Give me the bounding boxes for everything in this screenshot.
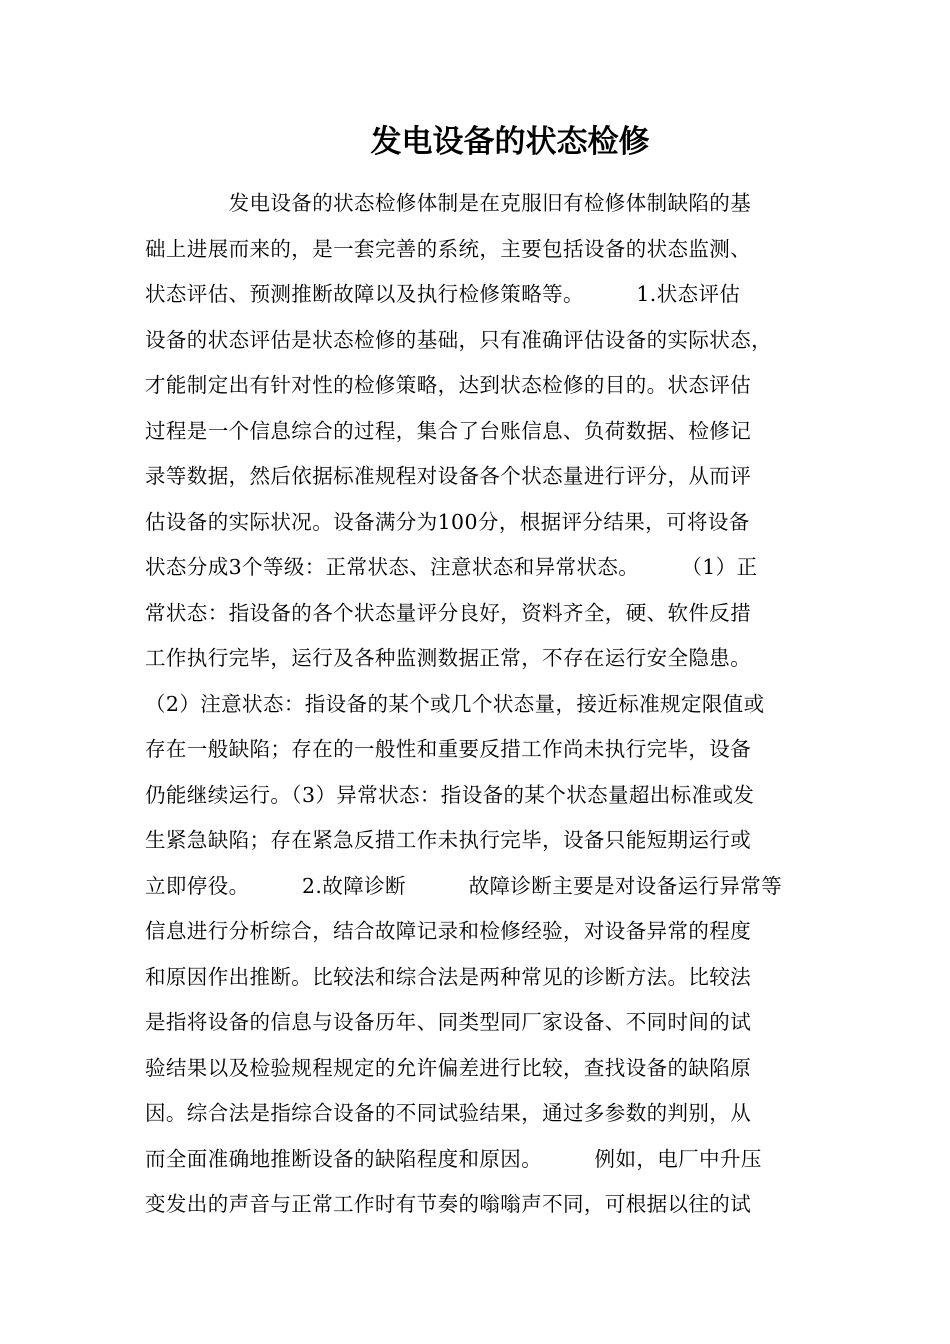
body-line: 而全面准确地推断设备的缺陷程度和原因。 例如，电厂中升压 xyxy=(145,1146,762,1171)
body-line: 础上进展而来的，是一套完善的系统，主要包括设备的状态监测、 xyxy=(145,236,752,261)
body-line: 立即停役。 2.故障诊断 故障诊断主要是对设备运行异常等 xyxy=(145,873,783,898)
body-line: 生紧急缺陷；存在紧急反措工作未执行完毕，设备只能短期运行或 xyxy=(145,828,752,852)
body-line: 发电设备的状态检修体制是在克服旧有检修体制缺陷的基 xyxy=(145,191,752,215)
body-line: 过程是一个信息综合的过程，集合了台账信息、负荷数据、检修记 xyxy=(145,418,752,443)
body-line: 工作执行完毕，运行及各种监测数据正常，不存在运行安全隐患。 xyxy=(145,646,752,670)
body-line: 验结果以及检验规程规定的允许偏差进行比较，查找设备的缺陷原 xyxy=(145,1055,752,1080)
body-line: 是指将设备的信息与设备历年、同类型同厂家设备、不同时间的试 xyxy=(145,1010,752,1034)
body-line: 常状态：指设备的各个状态量评分良好，资料齐全，硬、软件反措 xyxy=(145,600,752,625)
body-line: 和原因作出推断。比较法和综合法是两种常见的诊断方法。比较法 xyxy=(145,964,752,989)
body-line: 设备的状态评估是状态检修的基础，只有准确评估设备的实际状态， xyxy=(145,327,772,352)
body-line: 录等数据，然后依据标准规程对设备各个状态量进行评分，从而评 xyxy=(145,464,752,488)
body-line: （2）注意状态：指设备的某个或几个状态量，接近标准规定限值或 xyxy=(145,691,765,716)
body-line: 才能制定出有针对性的检修策略，达到状态检修的目的。状态评估 xyxy=(145,373,752,397)
body-line: 状态评估、预测推断故障以及执行检修策略等。 1.状态评估 xyxy=(145,282,741,306)
body-line: 存在一般缺陷；存在的一般性和重要反措工作尚未执行完毕，设备 xyxy=(145,737,752,761)
body-line: 仍能继续运行。（3）异常状态：指设备的某个状态量超出标准或发 xyxy=(145,782,755,807)
body-line: 因。综合法是指综合设备的不同试验结果，通过多参数的判别，从 xyxy=(145,1101,752,1125)
document-body xyxy=(145,181,815,1228)
body-line: 估设备的实际状况。设备满分为100分，根据评分结果，可将设备 xyxy=(145,509,750,534)
body-line: 信息进行分析综合，结合故障记录和检修经验，对设备异常的程度 xyxy=(145,919,752,943)
body-line: 状态分成3个等级：正常状态、注意状态和异常状态。 （1）正 xyxy=(145,555,758,579)
document-title: 发电设备的状态检修 xyxy=(370,124,650,160)
body-line: 变发出的声音与正常工作时有节奏的嗡嗡声不同，可根据以往的试 xyxy=(145,1192,752,1216)
